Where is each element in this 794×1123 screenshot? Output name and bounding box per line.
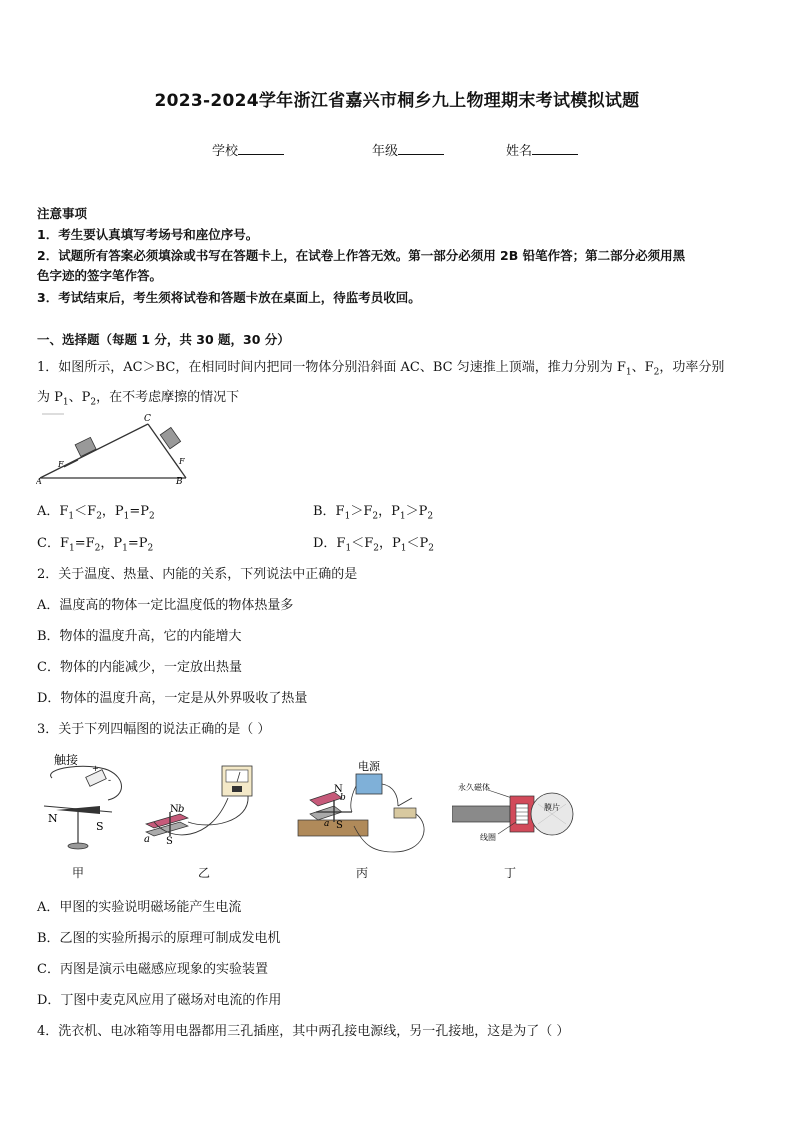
- q4-stem: 4．洗衣机、电冰箱等用电器都用三孔插座，其中两孔接电源线，另一孔接地，这是为了（ ）: [37, 1024, 570, 1039]
- grade-label: 年级: [372, 144, 399, 159]
- q2-stem: 2．关于温度、热量、内能的关系，下列说法中正确的是: [37, 567, 358, 582]
- name-blank: [532, 142, 578, 155]
- galvanometer-dial: [226, 770, 248, 782]
- grade-blank: [398, 142, 444, 155]
- note-item: 3．考试结束后，考生须将试卷和答题卡放在桌面上，待监考员收回。: [37, 290, 421, 305]
- q1-stem-line1: 1．如图所示，AC＞BC，在相同时间内把同一物体分别沿斜面 AC、BC 匀速推上顶端，推力分别为 $F_1$、$F_2$，功率分别: [37, 360, 725, 378]
- note-item: 2．试题所有答案必须填涂或书写在答题卡上，在试卷上作答无效。第一部分必须用 2B 铅笔作答；第二部分必须用黑: [37, 248, 686, 263]
- q1-stem-line2: 为 $P_1$、$P_2$，在不考虑摩擦的情况下: [37, 390, 240, 408]
- touch-label: 触接: [54, 753, 79, 767]
- needle-s-label: S: [96, 820, 104, 833]
- battery-plus: +: [92, 764, 99, 773]
- wood-base: [298, 820, 368, 836]
- q1-option-d[interactable]: D．$F_1<F_2$，$P_1<P_2$: [313, 536, 434, 554]
- point-b-label: B: [176, 477, 183, 485]
- switch: [394, 808, 416, 818]
- notes-heading: 注意事项: [37, 206, 88, 221]
- q3-option-a[interactable]: A．甲图的实验说明磁场能产生电流: [37, 900, 242, 915]
- grade-field: [372, 140, 444, 159]
- power-supply: [356, 774, 382, 794]
- needle-n-label: N: [48, 812, 58, 825]
- bing-s-label: S: [336, 820, 343, 831]
- q3-option-d[interactable]: D．丁图中麦克风应用了磁场对电流的作用: [37, 993, 282, 1008]
- incline-figure: [36, 410, 196, 485]
- yi-b-label: b: [178, 804, 185, 815]
- incline-ac: [40, 424, 148, 478]
- figure-yi: [140, 762, 270, 852]
- q1-option-a[interactable]: A．$F_1<F_2$，$P_1=P_2$: [37, 504, 155, 522]
- school-blank: [238, 142, 284, 155]
- q3-option-b[interactable]: B．乙图的实验所揭示的原理可制成发电机: [37, 931, 281, 946]
- membrane-label: 膜片: [544, 803, 560, 812]
- bing-a-label: a: [324, 819, 330, 829]
- q2-option-d[interactable]: D．物体的温度升高，一定是从外界吸收了热量: [37, 691, 308, 706]
- bing-n-label: N: [334, 784, 343, 795]
- force-arrow-f1: [64, 460, 78, 467]
- q3-stem: 3．关于下列四幅图的说法正确的是（ ）: [37, 722, 271, 737]
- magnet-label: 永久磁体: [458, 783, 490, 792]
- figure-bing: [294, 756, 434, 856]
- power-label: 电源: [358, 760, 380, 773]
- q1-option-b[interactable]: B．$F_1>F_2$，$P_1>P_2$: [313, 504, 434, 522]
- yi-s-label: S: [166, 836, 173, 847]
- figure-ding: [452, 778, 582, 848]
- bing-magnet-bottom: [310, 806, 342, 820]
- coil: [516, 804, 528, 824]
- page-title: 2023-2024学年浙江省嘉兴市桐乡九上物理期末考试模拟试题: [154, 91, 640, 111]
- note-item: 色字迹的签字笔作答。: [37, 268, 163, 283]
- school-field: [212, 140, 284, 159]
- figure-bing-label: 丙: [356, 866, 369, 880]
- school-label: 学校: [212, 144, 239, 159]
- name-label: 姓名: [506, 144, 533, 159]
- force-f1-label: F: [58, 460, 64, 469]
- bing-wire-1: [382, 784, 398, 806]
- point-a-label: A: [36, 477, 42, 485]
- force-f2-label: F: [179, 457, 185, 466]
- bing-b-label: b: [340, 793, 346, 803]
- mic-handle: [452, 806, 510, 822]
- force-arrow-f2: [172, 458, 179, 468]
- point-c-label: C: [144, 414, 151, 424]
- q1-option-c[interactable]: C．$F_1=F_2$，$P_1=P_2$: [37, 536, 154, 554]
- figure-jia-label: 甲: [72, 866, 85, 880]
- compass-base: [68, 843, 88, 849]
- name-field: [506, 140, 578, 159]
- note-item: 1．考生要认真填写考场号和座位序号。: [37, 227, 259, 242]
- q2-option-c[interactable]: C．物体的内能减少，一定放出热量: [37, 660, 242, 675]
- q2-option-b[interactable]: B．物体的温度升高，它的内能增大: [37, 629, 242, 644]
- figure-yi-label: 乙: [198, 866, 211, 880]
- q2-option-a[interactable]: A．温度高的物体一定比温度低的物体热量多: [37, 598, 294, 613]
- section-heading: 一、选择题（每题 1 分，共 30 题，30 分）: [37, 332, 290, 347]
- figure-ding-label: 丁: [504, 866, 517, 880]
- figure-jia: [38, 748, 128, 860]
- yi-n-label: N: [170, 804, 179, 815]
- coil-label: 线圈: [480, 833, 496, 842]
- battery-minus: -: [108, 776, 112, 786]
- q3-option-c[interactable]: C．丙图是演示电磁感应现象的实验装置: [37, 962, 268, 977]
- yi-a-label: a: [144, 834, 150, 845]
- block-left: [75, 437, 96, 456]
